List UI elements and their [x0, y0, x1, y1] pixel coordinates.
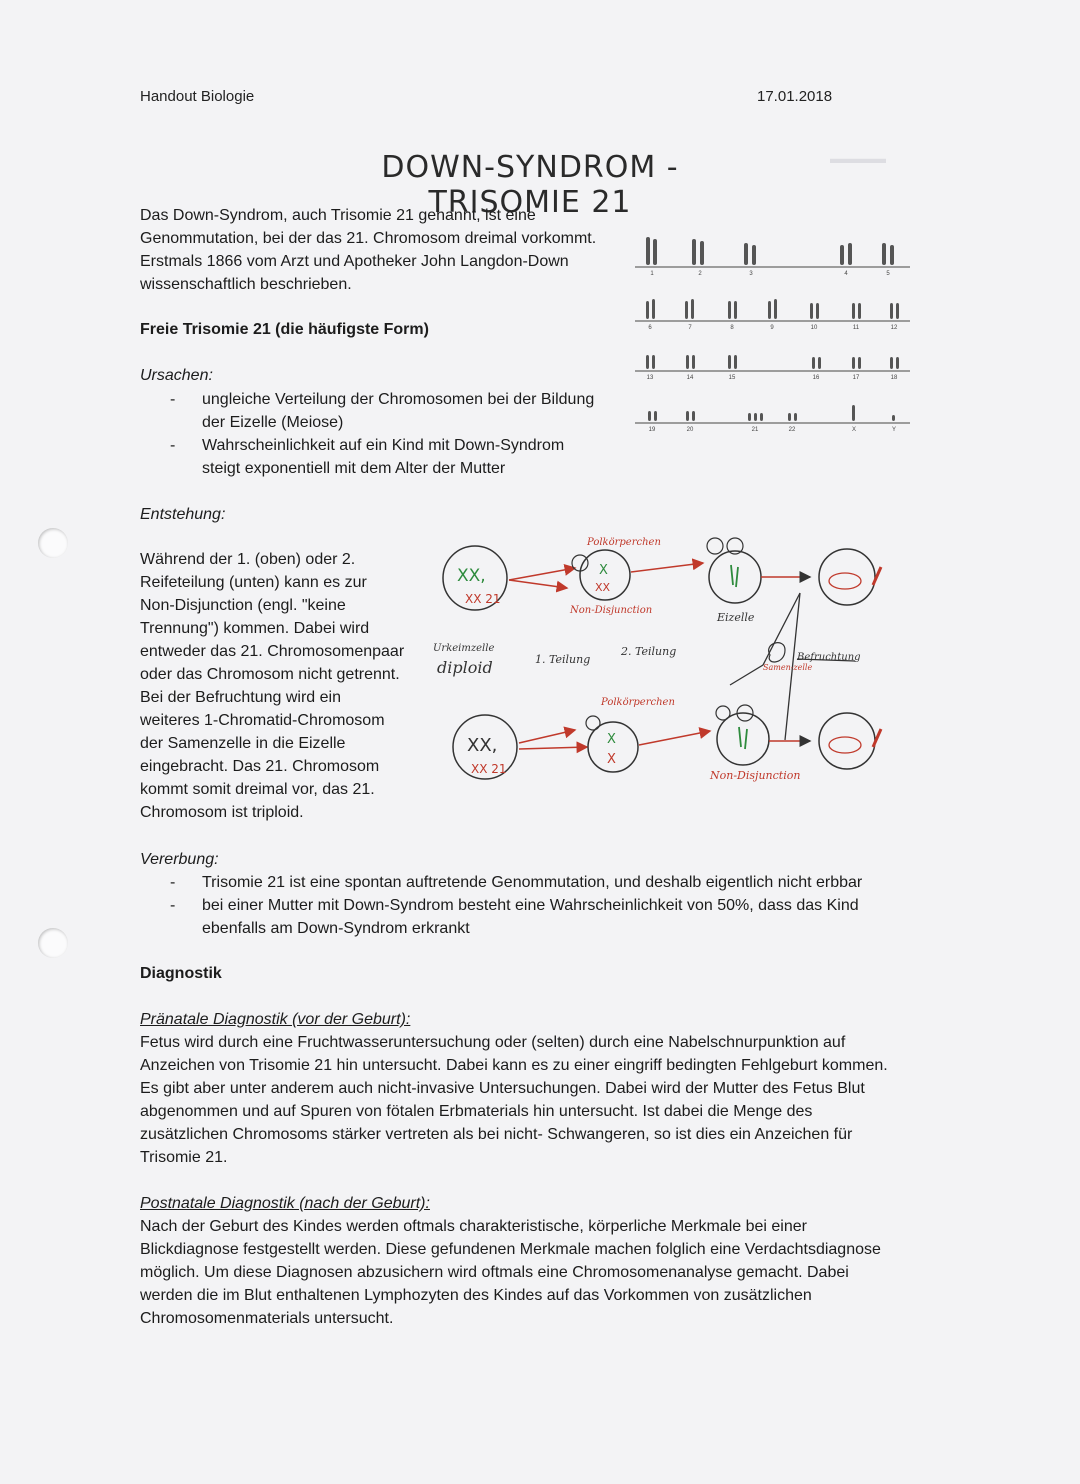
karyotype-label: 6	[648, 325, 652, 331]
karyotype-label: 20	[686, 427, 694, 433]
origin-line: entweder das 21. Chromosomenpaar	[140, 643, 405, 660]
chromosome-row-3	[646, 355, 899, 369]
page-title: DOWN-SYNDROM - TRISOMIE 21	[381, 150, 679, 220]
polkoerperchen-circle	[572, 555, 588, 571]
cell-label: X	[607, 752, 616, 767]
chromosome-row-1	[646, 237, 894, 265]
teilung-2-label: 2. Teilung	[621, 645, 677, 658]
list-item-line: der Eizelle (Meiose)	[202, 414, 344, 431]
header-left: Handout Biologie	[140, 88, 255, 105]
list-item-line: - bei einer Mutter mit Down-Syndrom besteht eine Wahrscheinlichkeit von 50%, dass das Kind	[202, 897, 859, 914]
cell-label: X	[607, 732, 616, 747]
causes-label: Ursachen:	[140, 367, 213, 384]
inheritance-list	[140, 871, 940, 940]
karyotype-label: 17	[852, 375, 860, 381]
karyotype-label: 10	[810, 325, 818, 331]
inheritance-label: Vererbung:	[140, 851, 219, 868]
diagnostics-heading: Diagnostik	[140, 965, 222, 982]
diploid-label: diploid	[437, 658, 493, 677]
karyotype-figure	[630, 225, 920, 435]
prenatal-line: Trisomie 21.	[140, 1149, 228, 1166]
karyotype-label: 19	[648, 427, 656, 433]
origin-line: oder das Chromosom nicht getrennt.	[140, 666, 400, 683]
origin-line: Non-Disjunction (engl. "keine	[140, 597, 346, 614]
origin-line: Bei der Befruchtung wird ein	[140, 689, 341, 706]
cell-label: XX	[595, 581, 611, 594]
karyotype-label: 22	[788, 427, 796, 433]
prenatal-label: Pränatale Diagnostik (vor der Geburt):	[140, 1011, 411, 1028]
intro-line: wissenschaftlich beschrieben.	[140, 276, 352, 293]
origin-line: Während der 1. (oben) oder 2.	[140, 551, 356, 568]
cell-label: XX,	[467, 735, 498, 756]
urkeimzelle-label: Urkeimzelle	[433, 643, 495, 654]
eizelle-circle-top	[709, 551, 761, 603]
free-trisomy-heading: Freie Trisomie 21 (die häufigste Form)	[140, 321, 429, 338]
bleed-through-decoration: ▬▬▬▬	[830, 150, 886, 166]
teilung-1-label: 1. Teilung	[535, 653, 591, 666]
karyotype-label: 15	[728, 375, 736, 381]
postnatal-line: möglich. Um diese Diagnosen abzusichern wird oftmals eine Chromosomenanalyse gemacht. Dabei	[140, 1264, 849, 1281]
karyotype-label: 11	[852, 325, 860, 331]
prenatal-paragraph	[140, 1031, 930, 1169]
karyotype-label: 5	[886, 271, 890, 277]
list-item-line: steigt exponentiell mit dem Alter der Mutter	[202, 460, 506, 477]
nondisjunction-label-bottom: Non-Disjunction	[710, 769, 801, 782]
punch-hole-bottom	[38, 928, 68, 958]
karyotype-label: 9	[770, 325, 774, 331]
prenatal-line: Fetus wird durch eine Fruchtwasseruntersuchung oder (selten) durch eine Nabelschnurpunktion auf	[140, 1034, 846, 1051]
punch-hole-top	[38, 528, 68, 558]
polkoerperchen-label-top: Polkörperchen	[587, 537, 661, 548]
origin-paragraph	[140, 548, 430, 824]
postnatal-line: werden die im Blut enthaltenen Lymphozyten des Kindes auf das Vorkommen von zusätzlichen	[140, 1287, 812, 1304]
postnatal-label: Postnatale Diagnostik (nach der Geburt):	[140, 1195, 430, 1212]
postnatal-line: Blickdiagnose festgestellt werden. Diese gefundenen Merkmale machen folglich eine Verdachtsdiagnose	[140, 1241, 881, 1258]
list-item-line: - Trisomie 21 ist eine spontan auftretende Genommutation, und deshalb eigentlich nicht erbbar	[202, 874, 863, 891]
list-item	[140, 434, 620, 480]
list-item	[140, 388, 620, 434]
cell-label: XX,	[457, 566, 486, 586]
origin-line: Chromosom ist triploid.	[140, 804, 304, 821]
chromosome-row-4	[648, 405, 895, 421]
karyotype-label: 21	[751, 427, 759, 433]
intro-line: Das Down-Syndrom, auch Trisomie 21 genannt, ist eine	[140, 207, 536, 224]
cell-label: XX 21	[465, 592, 501, 606]
origin-line: Reifeteilung (unten) kann es zur	[140, 574, 367, 591]
karyotype-label: 14	[686, 375, 694, 381]
list-item	[140, 894, 940, 940]
cell-label: X	[599, 563, 608, 578]
karyotype-label: 16	[812, 375, 820, 381]
diagram-top-row	[443, 537, 881, 624]
postnatal-paragraph	[140, 1215, 930, 1330]
prenatal-line: Es gibt aber unter anderem auch nicht-invasive Untersuchungen. Dabei wird der Mutter des Fetus Blut	[140, 1080, 865, 1097]
karyotype-label: 3	[749, 271, 753, 277]
chromosome-row-2	[646, 299, 899, 319]
intro-paragraph	[140, 204, 620, 296]
karyotype-label: Y	[891, 427, 897, 433]
samenzelle-label: Samen-zelle	[763, 663, 813, 672]
prenatal-line: zusätzlichen Chromosoms stärker vertreten als bei nicht- Schwangeren, so ist dies ein Anzeichen für	[140, 1126, 853, 1143]
causes-list	[140, 388, 620, 480]
prenatal-line: abgenommen und auf Spuren von fötalen Erbmaterials hin untersucht. Ist dabei die Menge des	[140, 1103, 813, 1120]
nondisjunction-diagram	[425, 525, 900, 795]
list-item-line: ebenfalls am Down-Syndrom erkrankt	[202, 920, 470, 937]
prenatal-line: Anzeichen von Trisomie 21 hin untersucht. Dabei kann es zu einer eingriff bedingten Fehlgeburt kommen.	[140, 1057, 888, 1074]
origin-line: eingebracht. Das 21. Chromosom	[140, 758, 380, 775]
postnatal-line: Chromosomenmaterials untersucht.	[140, 1310, 394, 1327]
eizelle-label: Eizelle	[717, 611, 755, 624]
karyotype-label: 2	[698, 271, 702, 277]
origin-line: weiteres 1-Chromatid-Chromosom	[140, 712, 385, 729]
zygote-circle-top	[819, 549, 875, 605]
karyotype-label: 7	[688, 325, 692, 331]
list-item	[140, 871, 940, 894]
nondisjunction-label-top: Non-Disjunction	[570, 605, 653, 616]
diagram-bottom-row	[453, 697, 881, 782]
karyotype-label: 12	[890, 325, 898, 331]
cell-label: XX 21	[471, 762, 507, 776]
karyotype-label: 4	[844, 271, 848, 277]
origin-line: Trennung") kommen. Dabei wird	[140, 620, 370, 637]
header-date: 17.01.2018	[757, 88, 833, 105]
befruchtung-label: Befruchtung	[797, 652, 861, 663]
origin-line: kommt somit dreimal vor, das 21.	[140, 781, 375, 798]
origin-line: der Samenzelle in die Eizelle	[140, 735, 346, 752]
intro-line: Genommutation, bei der das 21. Chromosom dreimal vorkommt.	[140, 230, 597, 247]
polkoerperchen-label-bottom: Polkörperchen	[601, 697, 675, 708]
karyotype-label: 8	[730, 325, 734, 331]
karyotype-label: 13	[646, 375, 654, 381]
zygote-circle-bottom	[819, 713, 875, 769]
list-item-line: - ungleiche Verteilung der Chromosomen bei der Bildung	[202, 391, 595, 408]
list-item-line: - Wahrscheinlichkeit auf ein Kind mit Down-Syndrom	[202, 437, 565, 454]
origin-label: Entstehung:	[140, 506, 226, 523]
intro-line: Erstmals 1866 vom Arzt und Apotheker John Langdon-Down	[140, 253, 569, 270]
karyotype-label: X	[851, 427, 857, 433]
karyotype-label: 18	[890, 375, 898, 381]
postnatal-line: Nach der Geburt des Kindes werden oftmals charakteristische, körperliche Merkmale bei einer	[140, 1218, 807, 1235]
karyotype-label: 1	[650, 271, 654, 277]
